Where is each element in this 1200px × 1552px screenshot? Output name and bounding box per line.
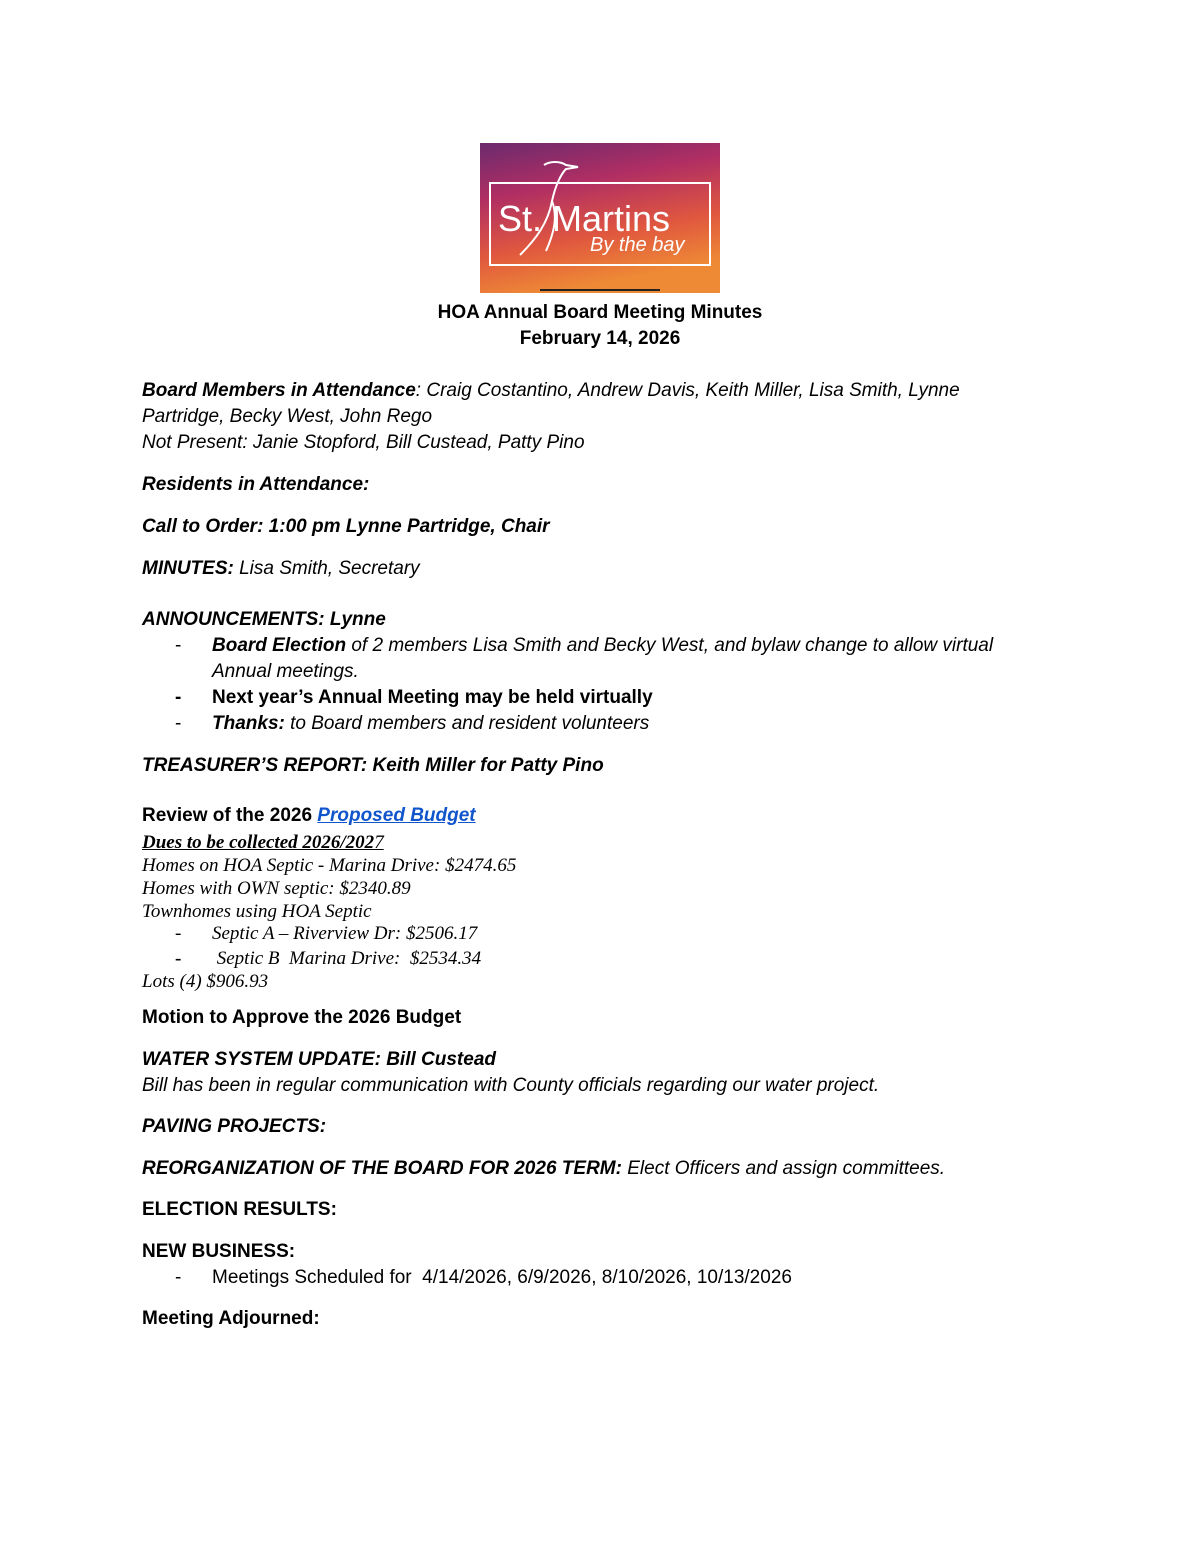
list-bullet: - bbox=[175, 923, 182, 944]
dues-line: Townhomes using HOA Septic bbox=[142, 901, 372, 922]
hoa-logo bbox=[480, 143, 720, 293]
call-to-order: Call to Order: 1:00 pm Lynne Partridge, Chair bbox=[142, 516, 550, 537]
board-attendance-label: Board Members in Attendance bbox=[142, 380, 416, 401]
list-bullet: - bbox=[175, 948, 182, 969]
minutes-label: MINUTES: bbox=[142, 558, 234, 579]
water-text: Bill has been in regular communication with County officials regarding our water project. bbox=[142, 1075, 880, 1096]
logo-text-st: St. Martins bbox=[498, 198, 671, 239]
list-item: Next year’s Annual Meeting may be held virtually bbox=[212, 687, 653, 708]
adjourned-line: Meeting Adjourned: bbox=[142, 1308, 320, 1329]
reorg-line bbox=[142, 1156, 945, 1182]
water-heading: WATER SYSTEM UPDATE: Bill Custead bbox=[142, 1049, 496, 1070]
election-heading: ELECTION RESULTS: bbox=[142, 1199, 337, 1220]
minutes-value: Lisa Smith, Secretary bbox=[233, 558, 420, 579]
list-item-continued: Annual meetings. bbox=[212, 661, 359, 682]
list-bullet: - bbox=[175, 713, 182, 734]
list-item: Septic B Marina Drive: $2534.34 bbox=[212, 948, 482, 969]
list-bullet: - bbox=[175, 687, 182, 708]
reorg-label: REORGANIZATION OF THE BOARD FOR 2026 TERM: bbox=[142, 1158, 622, 1179]
dues-heading-text: Dues to be collected 2026/202 bbox=[142, 832, 375, 853]
lots-line: Lots (4) $906.93 bbox=[142, 971, 269, 992]
list-item bbox=[212, 633, 993, 659]
list-item: Septic A – Riverview Dr: $2506.17 bbox=[212, 923, 478, 944]
new-business-heading: NEW BUSINESS: bbox=[142, 1241, 296, 1262]
board-attendance-members: : Craig Costantino, Andrew Davis, Keith Miller, Lisa Smith, Lynne bbox=[415, 380, 960, 401]
list-item-bold: Thanks: bbox=[212, 713, 285, 734]
not-present-line: Not Present: Janie Stopford, Bill Custead, Patty Pino bbox=[142, 432, 585, 453]
paving-heading: PAVING PROJECTS: bbox=[142, 1116, 327, 1137]
minutes-line bbox=[142, 556, 420, 582]
logo-text-tagline: By the bay bbox=[590, 234, 685, 256]
budget-review-prefix: Review of the 2026 bbox=[142, 805, 318, 826]
document-title: HOA Annual Board Meeting Minutes bbox=[437, 302, 763, 323]
list-item-text: to Board members and resident volunteers bbox=[284, 713, 650, 734]
reorg-text: Elect Officers and assign committees. bbox=[621, 1158, 946, 1179]
treasurer-report: TREASURER’S REPORT: Keith Miller for Patty Pino bbox=[142, 755, 604, 776]
budget-review-line bbox=[142, 803, 476, 829]
dues-heading bbox=[142, 831, 384, 855]
residents-heading: Residents in Attendance: bbox=[142, 474, 370, 495]
dues-heading-tail: 7 bbox=[374, 832, 384, 853]
list-item bbox=[212, 711, 649, 737]
dues-line: Homes with OWN septic: $2340.89 bbox=[142, 878, 411, 899]
board-attendance-line2: Partridge, Becky West, John Rego bbox=[142, 406, 433, 427]
board-attendance-line1 bbox=[142, 378, 960, 404]
list-item-bold: Board Election bbox=[212, 635, 347, 656]
list-bullet: - bbox=[175, 1267, 182, 1288]
list-bullet: - bbox=[175, 635, 182, 656]
list-item-text: of 2 members Lisa Smith and Becky West, and bylaw change to allow virtual bbox=[346, 635, 994, 656]
dues-line: Homes on HOA Septic - Marina Drive: $2474.65 bbox=[142, 855, 517, 876]
list-item: Meetings Scheduled for 4/14/2026, 6/9/2026, 8/10/2026, 10/13/2026 bbox=[212, 1267, 792, 1288]
motion-line: Motion to Approve the 2026 Budget bbox=[142, 1007, 462, 1028]
meeting-date: February 14, 2026 bbox=[519, 328, 681, 349]
proposed-budget-link[interactable]: Proposed Budget bbox=[317, 805, 476, 826]
announcements-heading: ANNOUNCEMENTS: Lynne bbox=[142, 609, 386, 630]
